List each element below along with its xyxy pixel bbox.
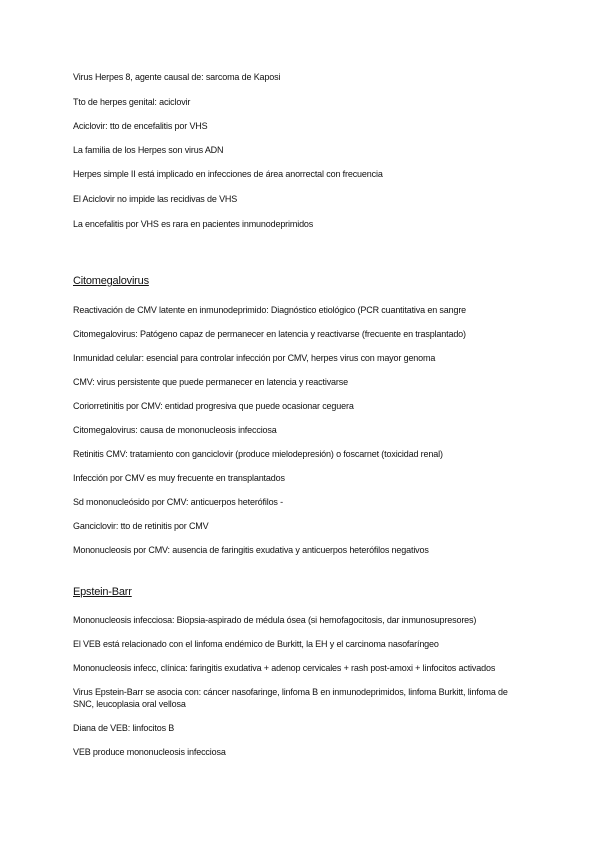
- note-line: Citomegalovirus: Patógeno capaz de permanecer en latencia y reactivarse (frecuente en trasplantado): [73, 329, 466, 339]
- note-line: Coriorretinitis por CMV: entidad progresiva que puede ocasionar ceguera: [73, 401, 354, 411]
- note-line: Mononucleosis infecciosa: Biopsia-aspirado de médula ósea (si hemofagocitosis, dar inmunosupresores): [73, 615, 477, 625]
- note-line: CMV: virus persistente que puede permanecer en latencia y reactivarse: [73, 377, 348, 387]
- note-line: Mononucleosis por CMV: ausencia de faringitis exudativa y anticuerpos heterófilos negativos: [73, 545, 429, 555]
- note-line: Virus Herpes 8, agente causal de: sarcoma de Kaposi: [73, 72, 281, 82]
- note-line: Reactivación de CMV latente en inmunodeprimido: Diagnóstico etiológico (PCR cuantitativa en sangre: [73, 305, 467, 315]
- note-line: Herpes simple II está implicado en infecciones de área anorrectal con frecuencia: [73, 169, 383, 179]
- note-line: Virus Epstein-Barr se asocia con: cáncer nasofaringe, linfoma B en inmunodeprimidos, linfoma Burkitt, linfoma de SNC, leucoplasia oral vellosa: [73, 687, 508, 709]
- note-line: Diana de VEB: linfocitos B: [73, 723, 175, 733]
- note-line: Mononucleosis infecc, clínica: faringitis exudativa + adenop cervicales + rash post-amoxi + linfocitos activados: [73, 663, 496, 673]
- note-line: Retinitis CMV: tratamiento con ganciclovir (produce mielodepresión) o foscarnet (toxicidad renal): [73, 449, 443, 459]
- note-line: Infección por CMV es muy frecuente en transplantados: [73, 473, 285, 483]
- note-line: VEB produce mononucleosis infecciosa: [73, 747, 226, 757]
- note-line: Sd mononucleósido por CMV: anticuerpos heterófilos -: [73, 497, 283, 507]
- note-line: El Aciclovir no impide las recidivas de VHS: [73, 194, 238, 204]
- section-heading-cmv: Citomegalovirus: [73, 275, 149, 287]
- section-heading-ebv: Epstein-Barr: [73, 586, 132, 598]
- note-line: La encefalitis por VHS es rara en pacientes inmunodeprimidos: [73, 219, 314, 229]
- note-line: Inmunidad celular: esencial para controlar infección por CMV, herpes virus con mayor genoma: [73, 353, 436, 363]
- note-line: Citomegalovirus: causa de mononucleosis infecciosa: [73, 425, 277, 435]
- note-line: El VEB está relacionado con el linfoma endémico de Burkitt, la EH y el carcinoma nasofaríngeo: [73, 639, 439, 649]
- note-line: La familia de los Herpes son virus ADN: [73, 145, 224, 155]
- note-line: Aciclovir: tto de encefalitis por VHS: [73, 121, 208, 131]
- note-line: Tto de herpes genital: aciclovir: [73, 97, 191, 107]
- note-line: Ganciclovir: tto de retinitis por CMV: [73, 521, 209, 531]
